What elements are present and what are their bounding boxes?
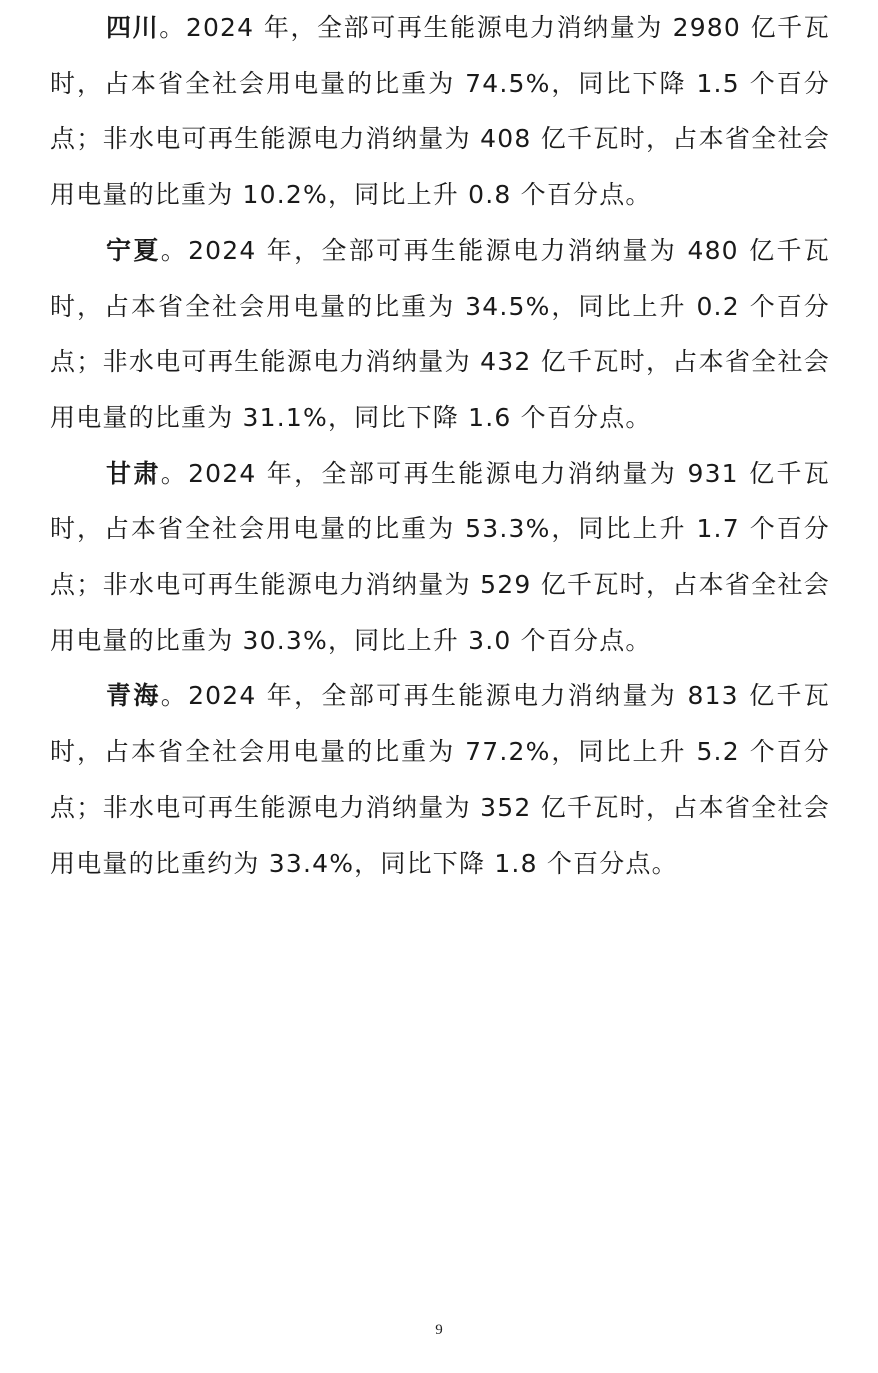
paragraph-text: 。2024 年，全部可再生能源电力消纳量为 931 亿千瓦时，占本省全社会用电量的比重为 53.3%，同比上升 1.7 个百分点；非水电可再生能源电力消纳量为 529 亿千瓦时，占本省全社会用电量的比重为 30.3%，同比上升 3.0 个百分点。 bbox=[50, 458, 830, 655]
province-name: 青海 bbox=[106, 681, 161, 711]
province-name: 四川 bbox=[106, 13, 160, 42]
page-number: 9 bbox=[435, 1322, 443, 1338]
paragraph-sichuan bbox=[50, 0, 830, 223]
paragraph-qinghai bbox=[50, 668, 830, 891]
paragraph-gansu bbox=[50, 446, 830, 669]
paragraph-text: 。2024 年，全部可再生能源电力消纳量为 2980 亿千瓦时，占本省全社会用电量的比重为 74.5%，同比下降 1.5 个百分点；非水电可再生能源电力消纳量为 408 亿千瓦时，占本省全社会用电量的比重为 10.2%，同比上升 0.8 个百分点。 bbox=[50, 13, 830, 210]
province-name: 甘肃 bbox=[106, 458, 161, 488]
paragraph-text: 。2024 年，全部可再生能源电力消纳量为 813 亿千瓦时，占本省全社会用电量的比重为 77.2%，同比上升 5.2 个百分点；非水电可再生能源电力消纳量为 352 亿千瓦时，占本省全社会用电量的比重约为 33.4%，同比下降 1.8 个百分点。 bbox=[50, 681, 830, 878]
paragraph-ningxia bbox=[50, 223, 830, 446]
paragraph-text: 。2024 年，全部可再生能源电力消纳量为 480 亿千瓦时，占本省全社会用电量的比重为 34.5%，同比上升 0.2 个百分点；非水电可再生能源电力消纳量为 432 亿千瓦时，占本省全社会用电量的比重为 31.1%，同比下降 1.6 个百分点。 bbox=[50, 235, 830, 432]
province-name: 宁夏 bbox=[106, 235, 161, 265]
document-body bbox=[50, 0, 830, 891]
